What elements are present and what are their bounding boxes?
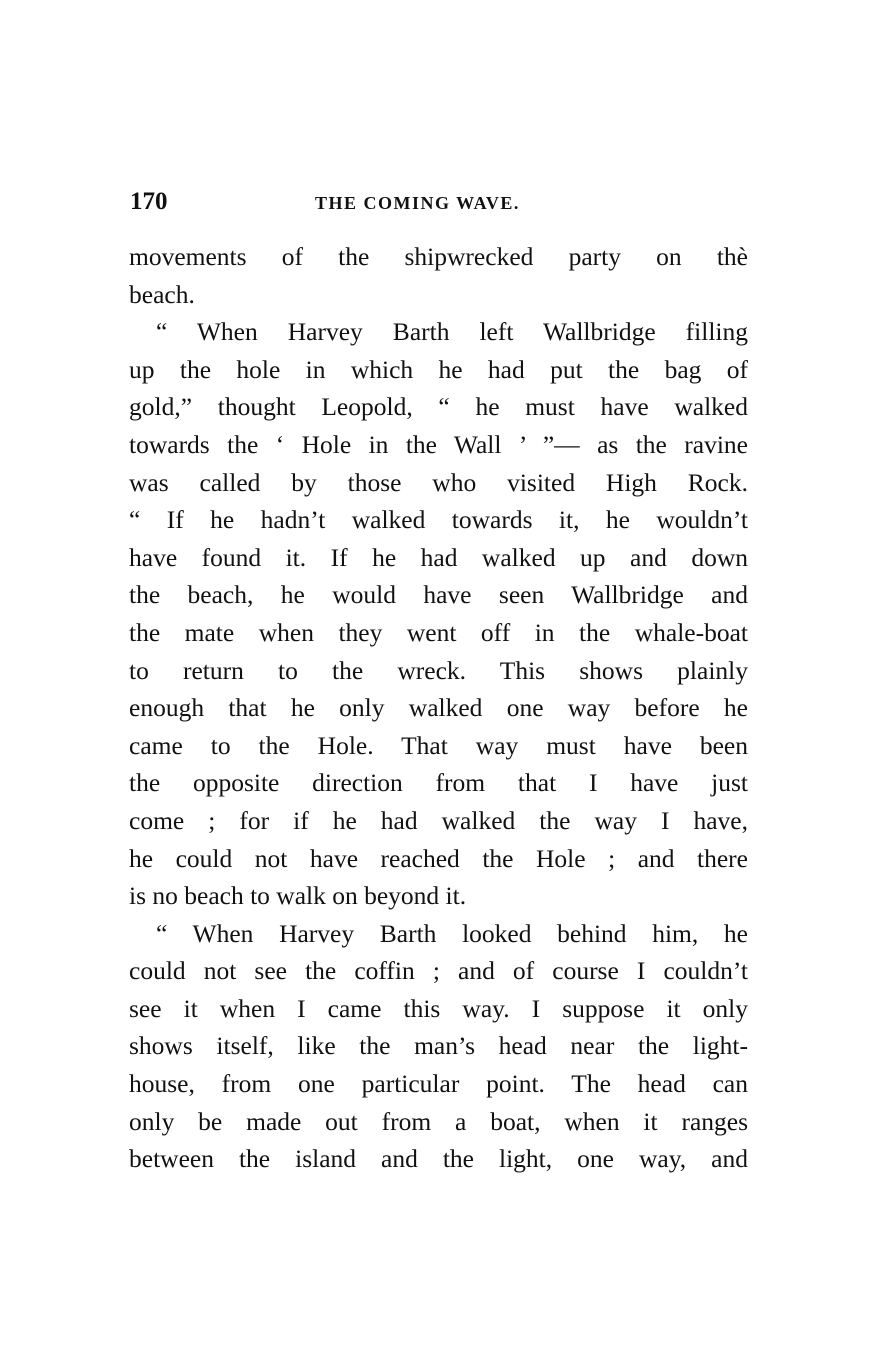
text-line: see it when I came this way. I suppose it only [129,993,748,1023]
text-line: house, from one particular point. The head can [129,1069,748,1099]
text-line: movements of the shipwrecked party on thè [129,242,748,271]
text-line: have found it. If he had walked up and down [129,542,748,572]
text-line: enough that he only walked one way before he [129,693,748,723]
text-line: the beach, he would have seen Wallbridge and [129,580,748,610]
text-line: only be made out from a boat, when it ranges [129,1106,748,1136]
text-line: up the hole in which he had put the bag of [129,354,748,384]
text-line: “ If he hadn’t walked towards it, he wouldn’t [129,505,748,535]
text-line: “ When Harvey Barth left Wallbridge filling [156,317,748,347]
text-line: shows itself, like the man’s head near the light- [129,1031,748,1061]
text-line: gold,” thought Leopold, “ he must have walked [129,392,748,422]
text-line: towards the ‘ Hole in the Wall ’ ”— as the ravine [129,429,748,459]
text-line: was called by those who visited High Rock. [129,467,748,497]
text-line: between the island and the light, one way, and [129,1144,748,1174]
text-line: the opposite direction from that I have just [129,768,748,798]
text-line: is no beach to walk on beyond it. [129,881,467,911]
running-head: THE COMING WAVE. [315,193,520,213]
text-line: “ When Harvey Barth looked behind him, he [156,918,748,948]
text-line: to return to the wreck. This shows plainly [129,655,748,685]
text-line: could not see the coffin ; and of course I couldn’t [129,956,748,986]
text-line: beach. [129,279,195,309]
text-line: he could not have reached the Hole ; and there [129,843,748,873]
body-text [129,238,748,1178]
text-line: came to the Hole. That way must have been [129,730,748,760]
text-line: come ; for if he had walked the way I have, [129,805,748,835]
page-header [130,186,750,218]
page-number: 170 [130,188,168,215]
text-line: the mate when they went off in the whale-boat [129,617,748,647]
